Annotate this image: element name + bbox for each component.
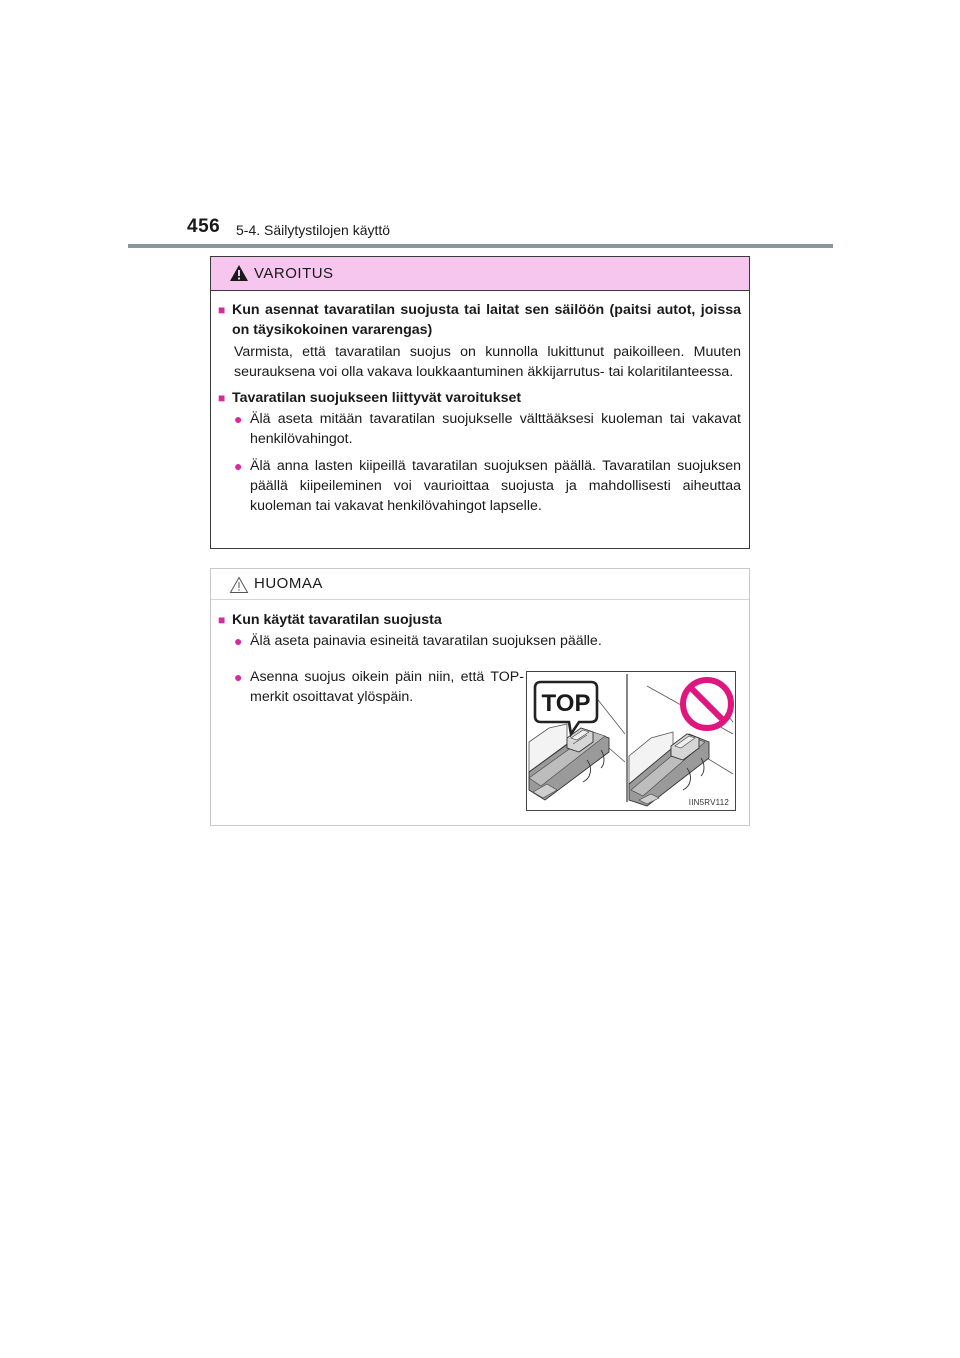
warning-box <box>210 256 750 549</box>
warning-heading-2 <box>218 388 741 408</box>
warning-title: VAROITUS <box>254 265 334 282</box>
top-callout-label: TOP <box>541 690 591 717</box>
page-header <box>0 214 960 248</box>
warning-heading-1-text: Kun asennat tavaratilan suojusta tai laitat sen säilöön (paitsi autot, joissa on täysikokoinen vararengas) <box>232 302 741 338</box>
warning-bullet-1 <box>218 409 741 449</box>
notice-heading-text: Kun käytät tavaratilan suojusta <box>232 612 442 628</box>
round-bullet-icon: ● <box>234 458 243 474</box>
prohibited-icon <box>683 680 731 728</box>
warning-bullet-1-text: Älä aseta mitään tavaratilan suojukselle välttääksesi kuoleman tai vakavat henkilövahingot. <box>250 411 741 447</box>
figure-code: IIN5RV112 <box>688 798 729 807</box>
page-number: 456 <box>187 216 221 237</box>
square-bullet-icon: ■ <box>218 613 226 627</box>
notice-bullet-1-text: Älä aseta painavia esineitä tavaratilan suojuksen päälle. <box>250 633 602 649</box>
warning-bullet-2 <box>218 456 741 516</box>
warning-heading-1 <box>218 300 741 340</box>
notice-heading <box>218 610 741 630</box>
notice-bullet-2 <box>218 667 524 707</box>
notice-title-bar <box>211 569 749 600</box>
warning-body-1-text: Varmista, että tavaratilan suojus on kunnolla lukittunut paikoilleen. Muuten seurauksena voi olla vakava loukkaantuminen äkkijarrutus- tai kolaritilanteessa. <box>234 344 741 380</box>
notice-bullet-1 <box>218 631 741 651</box>
notice-box <box>210 568 750 826</box>
section-title: 5-4. Säilytystilojen käyttö <box>236 222 391 238</box>
header-rule <box>128 244 833 248</box>
warning-content <box>211 300 749 516</box>
illustration-drawing <box>527 672 735 810</box>
caution-triangle-icon <box>229 576 249 594</box>
notice-bullet-2-text: Asenna suojus oikein päin niin, että TOP-merkit osoittavat ylöspäin. <box>250 669 524 705</box>
round-bullet-icon: ● <box>234 411 243 427</box>
round-bullet-icon: ● <box>234 669 243 685</box>
warning-body-1 <box>218 342 741 382</box>
warning-title-bar <box>211 257 749 291</box>
cover-orientation-illustration <box>526 671 736 811</box>
warning-bullet-2-text: Älä anna lasten kiipeillä tavaratilan suojuksen päällä. Tavaratilan suojuksen päällä kiipeileminen voi vaurioittaa suojusta ja mahdollisesti aiheuttaa kuoleman tai vakavat henkilövahingot lapselle. <box>250 458 741 514</box>
warning-triangle-icon <box>229 264 249 282</box>
square-bullet-icon: ■ <box>218 303 226 317</box>
notice-title: HUOMAA <box>254 575 323 592</box>
round-bullet-icon: ● <box>234 633 243 649</box>
square-bullet-icon: ■ <box>218 391 226 405</box>
warning-heading-2-text: Tavaratilan suojukseen liittyvät varoitukset <box>232 390 522 406</box>
